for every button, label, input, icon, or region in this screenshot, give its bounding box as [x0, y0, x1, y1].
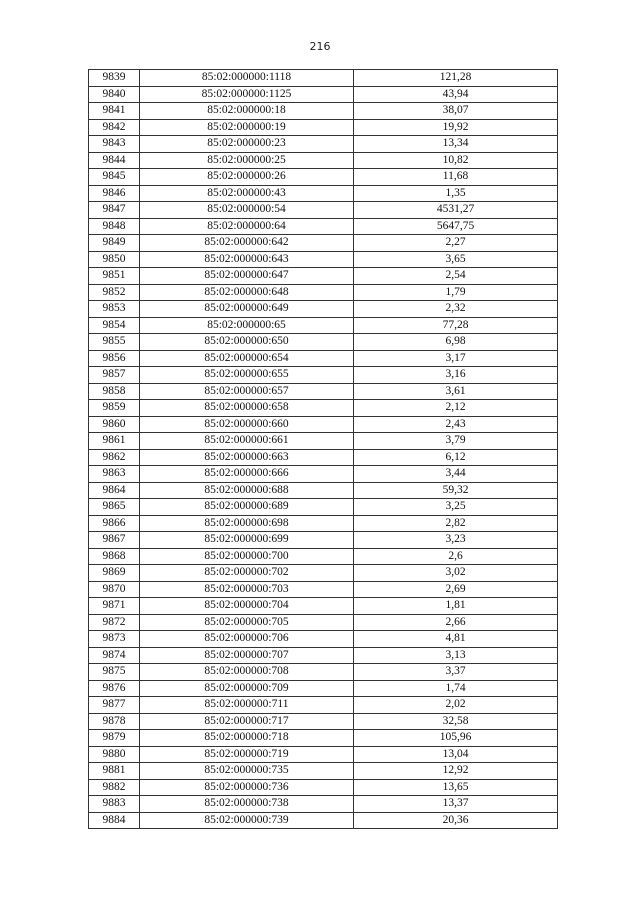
row-number-cell: 9859	[89, 400, 140, 417]
row-number-cell: 9878	[89, 713, 140, 730]
table-row	[89, 466, 558, 483]
row-number-cell: 9879	[89, 730, 140, 747]
row-number-cell: 9852	[89, 284, 140, 301]
row-number-cell: 9858	[89, 383, 140, 400]
table-body	[89, 70, 558, 829]
value-cell: 4,81	[354, 631, 558, 648]
value-cell: 121,28	[354, 70, 558, 87]
cadastral-number-cell: 85:02:000000:711	[140, 697, 354, 714]
value-cell: 20,36	[354, 812, 558, 829]
value-cell: 1,74	[354, 680, 558, 697]
table-row	[89, 103, 558, 120]
value-cell: 3,23	[354, 532, 558, 549]
row-number-cell: 9875	[89, 664, 140, 681]
cadastral-number-cell: 85:02:000000:65	[140, 317, 354, 334]
table-row	[89, 416, 558, 433]
table-row	[89, 251, 558, 268]
table-row	[89, 119, 558, 136]
row-number-cell: 9856	[89, 350, 140, 367]
value-cell: 3,44	[354, 466, 558, 483]
cadastral-number-cell: 85:02:000000:703	[140, 581, 354, 598]
table-row	[89, 515, 558, 532]
cadastral-number-cell: 85:02:000000:705	[140, 614, 354, 631]
table-row	[89, 284, 558, 301]
row-number-cell: 9855	[89, 334, 140, 351]
value-cell: 3,61	[354, 383, 558, 400]
row-number-cell: 9864	[89, 482, 140, 499]
table-row	[89, 86, 558, 103]
table-row	[89, 812, 558, 829]
table-row	[89, 680, 558, 697]
cadastral-number-cell: 85:02:000000:26	[140, 169, 354, 186]
table-row	[89, 730, 558, 747]
value-cell: 2,82	[354, 515, 558, 532]
cadastral-number-cell: 85:02:000000:650	[140, 334, 354, 351]
value-cell: 2,66	[354, 614, 558, 631]
row-number-cell: 9884	[89, 812, 140, 829]
table-row	[89, 152, 558, 169]
table-row	[89, 70, 558, 87]
row-number-cell: 9865	[89, 499, 140, 516]
value-cell: 59,32	[354, 482, 558, 499]
value-cell: 2,12	[354, 400, 558, 417]
table-row	[89, 185, 558, 202]
cadastral-number-cell: 85:02:000000:25	[140, 152, 354, 169]
value-cell: 105,96	[354, 730, 558, 747]
table-row	[89, 796, 558, 813]
cadastral-number-cell: 85:02:000000:649	[140, 301, 354, 318]
table-row	[89, 334, 558, 351]
row-number-cell: 9880	[89, 746, 140, 763]
cadastral-number-cell: 85:02:000000:643	[140, 251, 354, 268]
table-row	[89, 532, 558, 549]
cadastral-number-cell: 85:02:000000:699	[140, 532, 354, 549]
table-row	[89, 713, 558, 730]
row-number-cell: 9869	[89, 565, 140, 582]
row-number-cell: 9849	[89, 235, 140, 252]
cadastral-number-cell: 85:02:000000:647	[140, 268, 354, 285]
row-number-cell: 9883	[89, 796, 140, 813]
cadastral-number-cell: 85:02:000000:648	[140, 284, 354, 301]
value-cell: 1,81	[354, 598, 558, 615]
row-number-cell: 9844	[89, 152, 140, 169]
row-number-cell: 9842	[89, 119, 140, 136]
row-number-cell: 9847	[89, 202, 140, 219]
cadastral-number-cell: 85:02:000000:708	[140, 664, 354, 681]
cadastral-number-cell: 85:02:000000:709	[140, 680, 354, 697]
value-cell: 3,37	[354, 664, 558, 681]
value-cell: 6,98	[354, 334, 558, 351]
table-row	[89, 598, 558, 615]
table-row	[89, 433, 558, 450]
table-row	[89, 202, 558, 219]
table-row	[89, 482, 558, 499]
table-row	[89, 301, 558, 318]
table-row	[89, 268, 558, 285]
cadastral-number-cell: 85:02:000000:1118	[140, 70, 354, 87]
cadastral-number-cell: 85:02:000000:739	[140, 812, 354, 829]
table-row	[89, 697, 558, 714]
value-cell: 1,79	[354, 284, 558, 301]
cadastral-number-cell: 85:02:000000:704	[140, 598, 354, 615]
table-row	[89, 631, 558, 648]
row-number-cell: 9861	[89, 433, 140, 450]
value-cell: 5647,75	[354, 218, 558, 235]
value-cell: 13,04	[354, 746, 558, 763]
table-row	[89, 367, 558, 384]
row-number-cell: 9843	[89, 136, 140, 153]
row-number-cell: 9857	[89, 367, 140, 384]
table-row	[89, 581, 558, 598]
row-number-cell: 9882	[89, 779, 140, 796]
value-cell: 32,58	[354, 713, 558, 730]
value-cell: 2,32	[354, 301, 558, 318]
cadastral-number-cell: 85:02:000000:717	[140, 713, 354, 730]
row-number-cell: 9845	[89, 169, 140, 186]
row-number-cell: 9862	[89, 449, 140, 466]
value-cell: 3,02	[354, 565, 558, 582]
value-cell: 2,27	[354, 235, 558, 252]
cadastral-number-cell: 85:02:000000:654	[140, 350, 354, 367]
cadastral-number-cell: 85:02:000000:666	[140, 466, 354, 483]
row-number-cell: 9851	[89, 268, 140, 285]
value-cell: 4531,27	[354, 202, 558, 219]
row-number-cell: 9840	[89, 86, 140, 103]
cadastral-number-cell: 85:02:000000:738	[140, 796, 354, 813]
cadastral-number-cell: 85:02:000000:54	[140, 202, 354, 219]
value-cell: 3,17	[354, 350, 558, 367]
row-number-cell: 9850	[89, 251, 140, 268]
table-row	[89, 235, 558, 252]
table-row	[89, 614, 558, 631]
value-cell: 2,02	[354, 697, 558, 714]
row-number-cell: 9868	[89, 548, 140, 565]
value-cell: 10,82	[354, 152, 558, 169]
row-number-cell: 9854	[89, 317, 140, 334]
cadastral-number-cell: 85:02:000000:736	[140, 779, 354, 796]
cadastral-number-cell: 85:02:000000:1125	[140, 86, 354, 103]
row-number-cell: 9839	[89, 70, 140, 87]
cadastral-number-cell: 85:02:000000:700	[140, 548, 354, 565]
value-cell: 77,28	[354, 317, 558, 334]
cadastral-number-cell: 85:02:000000:689	[140, 499, 354, 516]
value-cell: 3,13	[354, 647, 558, 664]
value-cell: 3,25	[354, 499, 558, 516]
table-row	[89, 763, 558, 780]
table-row	[89, 499, 558, 516]
row-number-cell: 9876	[89, 680, 140, 697]
row-number-cell: 9867	[89, 532, 140, 549]
row-number-cell: 9866	[89, 515, 140, 532]
table-row	[89, 169, 558, 186]
row-number-cell: 9860	[89, 416, 140, 433]
cadastral-number-cell: 85:02:000000:663	[140, 449, 354, 466]
row-number-cell: 9848	[89, 218, 140, 235]
table-row	[89, 449, 558, 466]
value-cell: 2,69	[354, 581, 558, 598]
cadastral-number-cell: 85:02:000000:43	[140, 185, 354, 202]
cadastral-number-cell: 85:02:000000:661	[140, 433, 354, 450]
cadastral-number-cell: 85:02:000000:19	[140, 119, 354, 136]
table-row	[89, 548, 558, 565]
table-row	[89, 746, 558, 763]
value-cell: 2,43	[354, 416, 558, 433]
row-number-cell: 9841	[89, 103, 140, 120]
cadastral-number-cell: 85:02:000000:698	[140, 515, 354, 532]
table-row	[89, 565, 558, 582]
cadastral-number-cell: 85:02:000000:658	[140, 400, 354, 417]
row-number-cell: 9873	[89, 631, 140, 648]
value-cell: 43,94	[354, 86, 558, 103]
value-cell: 3,16	[354, 367, 558, 384]
cadastral-number-cell: 85:02:000000:719	[140, 746, 354, 763]
value-cell: 3,79	[354, 433, 558, 450]
cadastral-number-cell: 85:02:000000:655	[140, 367, 354, 384]
table-row	[89, 664, 558, 681]
value-cell: 13,34	[354, 136, 558, 153]
row-number-cell: 9853	[89, 301, 140, 318]
row-number-cell: 9872	[89, 614, 140, 631]
value-cell: 13,37	[354, 796, 558, 813]
value-cell: 13,65	[354, 779, 558, 796]
table-row	[89, 218, 558, 235]
cadastral-number-cell: 85:02:000000:660	[140, 416, 354, 433]
value-cell: 2,6	[354, 548, 558, 565]
row-number-cell: 9871	[89, 598, 140, 615]
table-row	[89, 400, 558, 417]
row-number-cell: 9863	[89, 466, 140, 483]
value-cell: 19,92	[354, 119, 558, 136]
cadastral-number-cell: 85:02:000000:706	[140, 631, 354, 648]
cadastral-number-cell: 85:02:000000:688	[140, 482, 354, 499]
page-number: 216	[309, 40, 331, 53]
cadastral-number-cell: 85:02:000000:23	[140, 136, 354, 153]
table-row	[89, 317, 558, 334]
cadastral-number-cell: 85:02:000000:64	[140, 218, 354, 235]
row-number-cell: 9870	[89, 581, 140, 598]
cadastral-number-cell: 85:02:000000:718	[140, 730, 354, 747]
value-cell: 2,54	[354, 268, 558, 285]
value-cell: 11,68	[354, 169, 558, 186]
table-row	[89, 779, 558, 796]
row-number-cell: 9877	[89, 697, 140, 714]
cadastral-number-cell: 85:02:000000:642	[140, 235, 354, 252]
value-cell: 6,12	[354, 449, 558, 466]
data-table	[88, 69, 558, 829]
row-number-cell: 9846	[89, 185, 140, 202]
cadastral-number-cell: 85:02:000000:707	[140, 647, 354, 664]
cadastral-number-cell: 85:02:000000:702	[140, 565, 354, 582]
table-row	[89, 647, 558, 664]
cadastral-number-cell: 85:02:000000:18	[140, 103, 354, 120]
row-number-cell: 9874	[89, 647, 140, 664]
cadastral-number-cell: 85:02:000000:735	[140, 763, 354, 780]
table-row	[89, 136, 558, 153]
value-cell: 12,92	[354, 763, 558, 780]
value-cell: 38,07	[354, 103, 558, 120]
value-cell: 1,35	[354, 185, 558, 202]
row-number-cell: 9881	[89, 763, 140, 780]
cadastral-number-cell: 85:02:000000:657	[140, 383, 354, 400]
table-row	[89, 383, 558, 400]
value-cell: 3,65	[354, 251, 558, 268]
table-row	[89, 350, 558, 367]
